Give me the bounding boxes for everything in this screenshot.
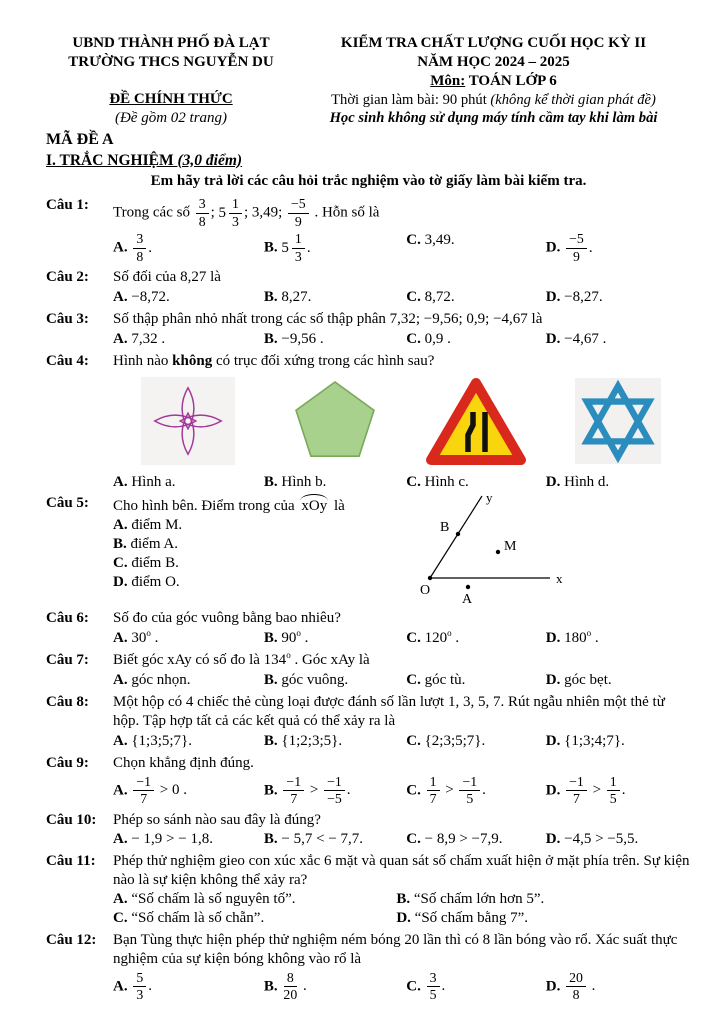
option-b: B. {1;2;3;5}. — [263, 732, 343, 749]
question-label: Câu 4: — [46, 352, 89, 369]
question-label: Câu 11: — [46, 853, 96, 870]
option-d: D. góc bẹt. — [545, 672, 612, 689]
option-a: A. 7,32 . — [113, 330, 166, 347]
flower-figure — [141, 376, 235, 466]
option-b: B. − 5,7 < − 7,7. — [263, 831, 364, 848]
exam-title-2: NĂM HỌC 2024 – 2025 — [417, 53, 570, 70]
option-c: C. 8,72. — [406, 288, 455, 305]
header-left-column — [46, 34, 296, 128]
option-b: B. Hình b. — [263, 473, 327, 490]
question-7 — [46, 651, 691, 690]
option-b: B. 90$^o$ . — [263, 628, 309, 647]
question-stem: Số đo của góc vuông bằng bao nhiêu? — [113, 610, 341, 627]
option-c: C. góc tù. — [406, 672, 466, 689]
time-line: Thời gian làm bài: 90 phút (không kể thời gian phát đề) — [331, 91, 656, 108]
question-label: Câu 5: — [46, 495, 89, 512]
question-10 — [46, 811, 691, 850]
section-title: I. TRẮC NGHIỆM (3,0 điểm) — [46, 151, 243, 169]
options-row — [113, 231, 691, 265]
origin-label: O — [420, 583, 431, 599]
option-d: D. “Số chấm bằng 7”. — [396, 909, 528, 926]
question-stem: Hình nào không có trục đối xứng trong các hình sau? — [113, 352, 435, 369]
options-row — [113, 473, 691, 492]
options-row — [113, 732, 691, 751]
option-b: B. điểm A. — [113, 536, 179, 553]
option-d: D. $\frac{-5}{9}$ . — [545, 231, 593, 264]
question-2 — [46, 268, 691, 307]
question-stem: Cho hình bên. Điểm trong của xOy là — [113, 494, 691, 516]
question-label: Câu 7: — [46, 652, 89, 669]
options-row — [113, 330, 691, 349]
question-label: Câu 6: — [46, 610, 89, 627]
point-b-label: B — [440, 520, 450, 536]
question-label: Câu 8: — [46, 693, 89, 710]
question-stem: Một hộp có 4 chiếc thẻ cùng loại được đánh số lần lượt 1, 3, 5, 7. Rút ngẫu nhiên một thẻ từ hộp. Tập hợp tất cả các kết quả có thể xảy ra là — [113, 693, 665, 729]
option-c: C. 120$^o$ . — [406, 628, 460, 647]
pages-note: (Đề gồm 02 trang) — [114, 109, 228, 126]
option-b: B. $\frac{-1}{7}$ > $\frac{-1}{-5}$ . — [263, 773, 351, 807]
point-m-label: M — [504, 539, 517, 555]
angle-diagram — [418, 490, 578, 612]
option-d: D. −4,5 > −5,5. — [545, 831, 639, 848]
section-instruction: Em hãy trả lời các câu hỏi trắc nghiệm vào tờ giấy làm bài kiểm tra. — [150, 173, 587, 190]
org-name-2: TRƯỜNG THCS NGUYỄN DU — [68, 53, 274, 70]
options-stack — [113, 516, 691, 592]
exam-title-1: KIỂM TRA CHẤT LƯỢNG CUỐI HỌC KỲ II — [340, 35, 647, 51]
subject-label: Môn: — [430, 72, 466, 89]
option-c: C. điểm B. — [113, 555, 179, 572]
exam-code: MÃ ĐỀ A — [46, 130, 114, 148]
exam-header — [46, 34, 691, 128]
question-8 — [46, 693, 691, 751]
question-label: Câu 10: — [46, 811, 97, 828]
ray-y-label: y — [486, 490, 493, 506]
option-a: A. $\frac{-1}{7}$ > 0 . — [113, 773, 187, 807]
question-stem: Phép so sánh nào sau đây là đúng? — [113, 811, 321, 828]
option-b: B. $\frac{8}{20}$ . — [263, 969, 307, 1003]
road-narrows-sign-figure — [425, 374, 527, 468]
option-c: C. − 8,9 > −7,9. — [406, 831, 503, 848]
option-b: B. 8,27. — [263, 288, 312, 305]
question-stem: Phép thử nghiệm gieo con xúc xắc 6 mặt và quan sát số chấm xuất hiện ở mặt phía trên. Sự kiện nào là sự kiện không thể xảy ra? — [113, 853, 690, 889]
option-c: C. “Số chấm là số chẵn”. — [113, 909, 265, 926]
option-d: D. 180$^o$ . — [545, 628, 599, 647]
header-right-column — [296, 34, 691, 128]
option-a: A. điểm M. — [113, 517, 183, 534]
option-b: B. “Số chấm lớn hơn 5”. — [396, 891, 545, 908]
option-d: D. Hình d. — [545, 473, 610, 490]
option-a: A. $\frac{3}{8}$ . — [113, 231, 152, 264]
option-a: A. góc nhọn. — [113, 672, 191, 689]
option-d: D. {1;3;4;7}. — [545, 732, 625, 749]
option-a: A. {1;3;5;7}. — [113, 732, 192, 749]
question-stem: Trong các số $\frac{3}{8}$ ; 5 $\frac{1}{3}$ ; 3,49; $\frac{-5}{9}$ . Hỗn số là — [113, 196, 380, 229]
question-3 — [46, 310, 691, 349]
question-11 — [46, 852, 691, 928]
subject-value: TOÁN LỚP 6 — [465, 72, 557, 89]
figure-row — [113, 373, 691, 469]
option-c: C. $\frac{1}{7}$ > $\frac{-1}{5}$ . — [406, 773, 486, 807]
question-label: Câu 12: — [46, 931, 97, 948]
options-row — [113, 288, 691, 307]
question-1 — [46, 196, 691, 265]
option-a: A. 30$^o$ . — [113, 628, 159, 647]
options-row — [113, 970, 691, 1004]
option-c: C. $\frac{3}{5}$ . — [406, 969, 446, 1003]
calculator-note: Học sinh không sử dụng máy tính cầm tay khi làm bài — [329, 110, 658, 127]
question-9 — [46, 754, 691, 808]
options-row — [113, 629, 691, 648]
org-name-1: UBND THÀNH PHỐ ĐÀ LẠT — [72, 35, 270, 51]
option-d: D. −8,27. — [545, 288, 603, 305]
question-stem: Số đối của 8,27 là — [113, 269, 221, 286]
question-stem: Bạn Tùng thực hiện phép thử nghiệm ném bóng 20 lần thì có 8 lần bóng vào rổ. Xác suất thực nghiệm của sự kiện bóng không vào rổ là — [113, 931, 678, 967]
question-label: Câu 3: — [46, 310, 89, 327]
options-grid — [113, 890, 691, 928]
ray-x-label: x — [556, 571, 563, 587]
option-c: C. {2;3;5;7}. — [406, 732, 486, 749]
option-a: A. “Số chấm là số nguyên tố”. — [113, 891, 296, 908]
question-stem: Biết góc xAy có số đo là 134$^o$ . Góc xAy là — [113, 650, 370, 669]
option-b: B. góc vuông. — [263, 672, 349, 689]
option-c: C. Hình c. — [406, 473, 469, 490]
question-5 — [46, 490, 691, 607]
option-c: C. 0,9 . — [406, 330, 451, 347]
option-a: A. Hình a. — [113, 473, 176, 490]
question-label: Câu 9: — [46, 754, 89, 771]
question-6 — [46, 609, 691, 648]
point-a-label: A — [462, 592, 473, 607]
question-12 — [46, 931, 691, 1004]
exam-type: ĐỀ CHÍNH THỨC — [109, 90, 233, 107]
question-stem: Số thập phân nhỏ nhất trong các số thập phân 7,32; −9,56; 0,9; −4,67 là — [113, 310, 543, 327]
option-d: D. −4,67 . — [545, 330, 607, 347]
question-label: Câu 1: — [46, 197, 89, 214]
options-row — [113, 774, 691, 808]
options-row — [113, 671, 691, 690]
star-of-david-figure — [575, 376, 661, 466]
options-row — [113, 830, 691, 849]
pentagon-figure — [289, 378, 381, 464]
question-label: Câu 2: — [46, 269, 89, 286]
option-a: A. $\frac{5}{3}$ . — [113, 969, 152, 1003]
question-4 — [46, 352, 691, 492]
time-note: (không kể thời gian phát đề) — [490, 91, 656, 108]
option-d: D. $\frac{-1}{7}$ > $\frac{1}{5}$ . — [545, 773, 626, 807]
option-b: B. 5 $\frac{1}{3}$ . — [263, 231, 311, 264]
option-d: D. điểm O. — [113, 573, 180, 590]
question-stem: Chọn khẳng định đúng. — [113, 754, 254, 771]
section-points: (3,0 điểm) — [177, 151, 243, 169]
option-a: A. −8,72. — [113, 288, 170, 305]
option-c: C. 3,49. — [406, 232, 455, 249]
option-b: B. −9,56 . — [263, 330, 324, 347]
option-a: A. − 1,9 > − 1,8. — [113, 831, 213, 848]
subject-line — [296, 72, 691, 91]
option-d: D. $\frac{20}{8}$ . — [545, 969, 596, 1003]
